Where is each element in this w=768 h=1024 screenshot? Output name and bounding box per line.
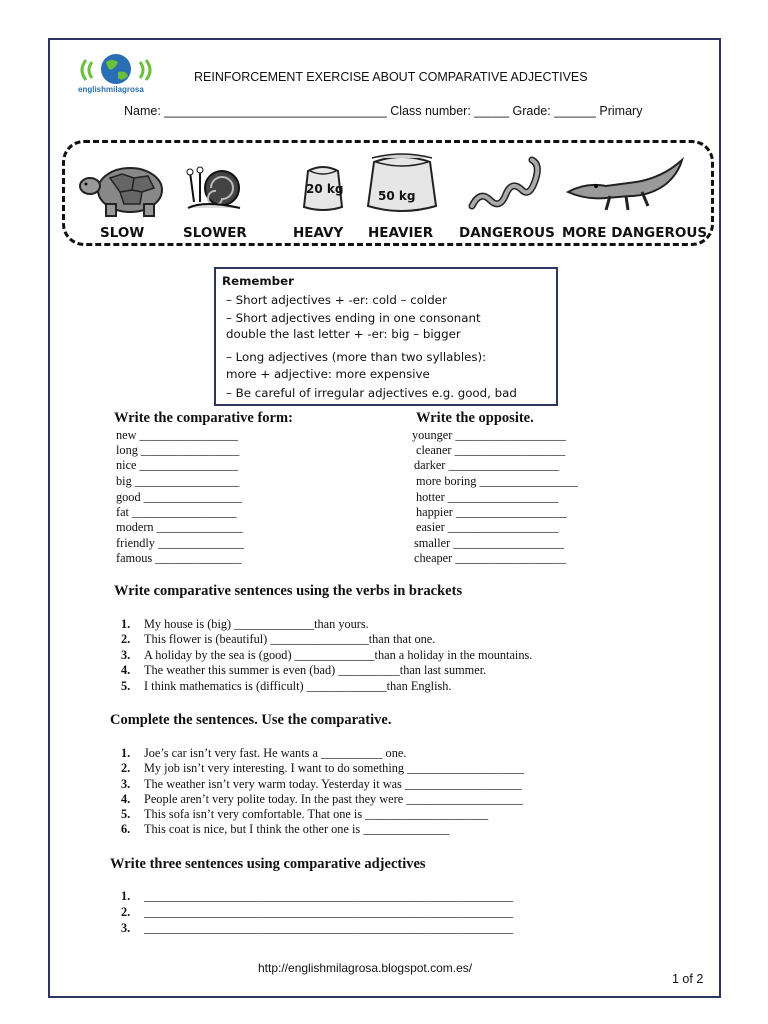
crocodile-icon: [566, 152, 690, 216]
section2-number: 2.: [121, 761, 131, 775]
remember-line: – Long adjectives (more than two syllables):: [226, 350, 487, 364]
picture-label-more-dangerous: MORE DANGEROUS: [562, 225, 708, 241]
logo: [74, 50, 158, 96]
comparative-item: long ________________: [116, 443, 240, 457]
snail-icon: [184, 166, 246, 212]
picture-slow: [74, 160, 170, 223]
comparative-item: new ________________: [116, 428, 238, 442]
comparative-item: good ________________: [116, 490, 243, 504]
opposite-item: happier __________________: [416, 505, 567, 519]
picture-label-slower: SLOWER: [183, 225, 247, 241]
picture-more-dangerous: [566, 152, 690, 221]
opposite-item: younger __________________: [412, 428, 567, 442]
opposite-item: more boring ________________: [416, 474, 578, 488]
comparative-item: big _________________: [116, 474, 240, 488]
section1-number: 4.: [121, 663, 131, 677]
opposite-item: hotter __________________: [416, 490, 559, 504]
opposite-item: cleaner __________________: [416, 443, 566, 457]
opposite-item: cheaper __________________: [414, 551, 566, 565]
section2-sentence: People aren’t very polite today. In the past they were ___________________: [144, 792, 524, 806]
section2-sentence: Joe’s car isn’t very fast. He wants a __________ one.: [144, 746, 407, 760]
section2-heading: Complete the sentences. Use the comparative.: [110, 712, 392, 728]
section2-sentence: This coat is nice, but I think the other one is ______________: [144, 822, 450, 836]
section2-sentence: This sofa isn’t very comfortable. That one is ____________________: [144, 807, 489, 821]
section2-number: 1.: [121, 746, 131, 760]
section3-answer-line: ____________________________________________________________: [144, 905, 513, 919]
picture-label-heavy: HEAVY: [293, 225, 344, 241]
section1-heading: Write comparative sentences using the verbs in brackets: [114, 583, 463, 599]
weight-label-50kg: 50 kg: [378, 189, 416, 203]
comparative-form-heading: Write the comparative form:: [114, 410, 293, 426]
picture-heavier: [364, 152, 440, 219]
remember-line: double the last letter + -er: big – bigger: [226, 327, 461, 341]
page-title: REINFORCEMENT EXERCISE ABOUT COMPARATIVE ADJECTIVES: [194, 70, 588, 84]
section3-number: 3.: [121, 921, 131, 935]
footer-url: http://englishmilagrosa.blogspot.com.es/: [258, 961, 473, 975]
section3-answer-line: ____________________________________________________________: [144, 921, 513, 935]
remember-line: more + adjective: more expensive: [226, 367, 430, 381]
section1-sentence: I think mathematics is (difficult) _____________than English.: [144, 679, 452, 693]
section3-number: 1.: [121, 889, 131, 903]
weight-label-20kg: 20 kg: [306, 182, 344, 196]
comparative-item: fat _________________: [116, 505, 237, 519]
comparative-item: nice ________________: [116, 458, 238, 472]
comparative-item: friendly ______________: [116, 536, 245, 550]
section2-number: 3.: [121, 777, 131, 791]
remember-box: [214, 267, 558, 406]
tortoise-icon: [74, 160, 170, 218]
picture-dangerous: [466, 154, 548, 219]
section3-number: 2.: [121, 905, 131, 919]
section1-sentence: My house is (big) _____________than yours.: [144, 617, 369, 631]
section2-number: 5.: [121, 807, 131, 821]
section2-sentence: My job isn’t very interesting. I want to do something ___________________: [144, 761, 524, 775]
picture-label-slow: SLOW: [100, 225, 145, 241]
remember-line: – Short adjectives ending in one consonant: [226, 311, 481, 325]
section1-sentence: This flower is (beautiful) ________________than that one.: [144, 632, 436, 646]
section1-sentence: A holiday by the sea is (good) _____________than a holiday in the mountains.: [144, 648, 533, 662]
comparative-item: famous ______________: [116, 551, 242, 565]
section1-number: 1.: [121, 617, 131, 631]
section1-number: 5.: [121, 679, 131, 693]
picture-slower: [184, 166, 246, 217]
section3-heading: Write three sentences using comparative adjectives: [110, 856, 426, 872]
opposite-heading: Write the opposite.: [416, 410, 534, 426]
comparative-item: modern ______________: [116, 520, 243, 534]
picture-label-dangerous: DANGEROUS: [459, 225, 555, 241]
section2-number: 4.: [121, 792, 131, 806]
section2-sentence: The weather isn’t very warm today. Yesterday it was ___________________: [144, 777, 522, 791]
opposite-item: easier __________________: [416, 520, 559, 534]
large-sack-icon: [364, 152, 440, 214]
page-number: 1 of 2: [672, 972, 704, 986]
section3-answer-line: ____________________________________________________________: [144, 889, 513, 903]
section1-number: 3.: [121, 648, 131, 662]
remember-title: Remember: [222, 274, 294, 288]
name-line: Name: ________________________________ Class number: _____ Grade: ______ Primary: [124, 104, 643, 118]
snake-icon: [466, 154, 548, 214]
remember-line: – Short adjectives + -er: cold – colder: [226, 293, 447, 307]
logo-text: englishmilagrosa: [78, 85, 144, 94]
section1-sentence: The weather this summer is even (bad) __________than last summer.: [144, 663, 487, 677]
opposite-item: smaller __________________: [414, 536, 564, 550]
section1-number: 2.: [121, 632, 131, 646]
section2-number: 6.: [121, 822, 131, 836]
remember-line: – Be careful of irregular adjectives e.g. good, bad: [226, 386, 517, 400]
picture-label-heavier: HEAVIER: [368, 225, 434, 241]
opposite-item: darker __________________: [414, 458, 560, 472]
